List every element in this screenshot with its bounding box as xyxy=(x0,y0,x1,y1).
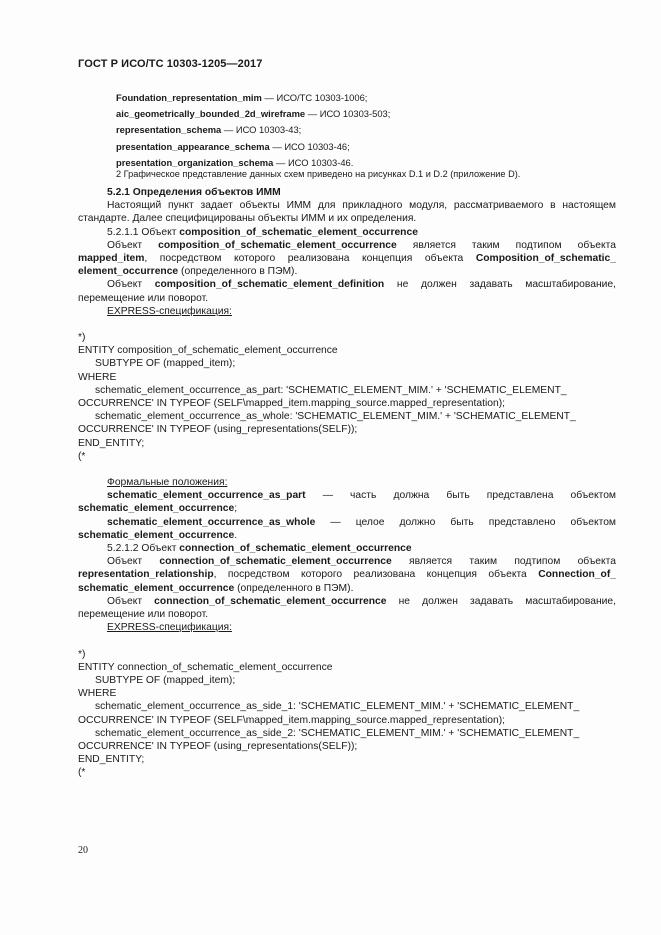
formal-proposition: schematic_element_occurrence_as_part — часть должна быть представлена объектом xyxy=(107,490,616,502)
code-line: ENTITY connection_of_schematic_element_occurrence xyxy=(78,661,333,673)
code-line: END_ENTITY; xyxy=(78,437,145,449)
definition-line: schematic_element_occurrence (определенного в ПЭМ). xyxy=(78,582,354,594)
section-heading: 5.2.1 Определения объектов ИММ xyxy=(107,187,281,198)
subsection-title-5-2-1-1: 5.2.1.1 Объект composition_of_schematic_element_occurrence xyxy=(107,226,418,238)
code-line: OCCURRENCE' IN TYPEOF (using_representations(SELF)); xyxy=(78,424,358,436)
code-line: OCCURRENCE' IN TYPEOF (SELF\mapped_item.mapping_source.mapped_representation); xyxy=(78,714,505,726)
code-line: *) xyxy=(78,648,86,660)
restriction-line: Объект composition_of_schematic_element_definition не должен задавать масштабирование, xyxy=(107,279,616,291)
code-line: SUBTYPE OF (mapped_item); xyxy=(95,674,236,686)
code-line: SUBTYPE OF (mapped_item); xyxy=(95,358,236,370)
restriction-line: перемещение или поворот. xyxy=(78,609,209,621)
express-spec-label: EXPRESS-спецификация: xyxy=(107,622,232,634)
definition-line: Объект composition_of_schematic_element_occurrence является таким подтипом объекта xyxy=(107,239,616,251)
document-header: ГОСТ Р ИСО/ТС 10303-1205—2017 xyxy=(78,58,263,70)
intro-line-2: стандарте. Далее специфицированы объекты ИММ и их определения. xyxy=(78,213,417,225)
express-code-block xyxy=(78,648,616,780)
restriction-line: перемещение или поворот. xyxy=(78,292,209,304)
schema-reference-item: Foundation_representation_mim — ИСО/ТС 10303-1006; xyxy=(116,92,368,103)
schema-reference-item: presentation_organization_schema — ИСО 10303-46. xyxy=(116,156,354,168)
code-line: OCCURRENCE' IN TYPEOF (using_representations(SELF)); xyxy=(78,740,358,752)
express-code-block xyxy=(78,331,616,463)
schema-reference-item: presentation_appearance_schema — ИСО 10303-46; xyxy=(116,140,350,152)
code-line: schematic_element_occurrence_as_whole: 'SCHEMATIC_ELEMENT_MIM.' + 'SCHEMATIC_ELEMENT_ xyxy=(95,411,576,423)
formal-proposition: schematic_element_occurrence_as_whole — целое должно быть представлено объектом xyxy=(107,516,616,528)
intro-line-1: Настоящий пункт задает объекты ИММ для прикладного модуля, рассматриваемого в настоящем xyxy=(107,200,616,212)
formal-propositions-label: Формальные положения: xyxy=(107,477,228,489)
code-line: OCCURRENCE' IN TYPEOF (SELF\mapped_item.mapping_source.mapped_representation); xyxy=(78,398,505,410)
schema-reference-list xyxy=(116,90,390,171)
code-line: schematic_element_occurrence_as_side_1: 'SCHEMATIC_ELEMENT_MIM.' + 'SCHEMATIC_ELEMENT_ xyxy=(95,701,580,713)
schema-reference-item: aic_geometrically_bounded_2d_wireframe — ИСО 10303-503; xyxy=(116,108,391,120)
code-line: ENTITY composition_of_schematic_element_occurrence xyxy=(78,345,338,357)
code-line: WHERE xyxy=(78,688,117,700)
formal-proposition: schematic_element_occurrence. xyxy=(78,529,238,541)
code-line: WHERE xyxy=(78,371,117,383)
schema-reference-item: representation_schema — ИСО 10303-43; xyxy=(116,124,302,136)
page-number: 20 xyxy=(78,845,88,856)
subsection-title-5-2-1-2: 5.2.1.2 Объект connection_of_schematic_element_occurrence xyxy=(107,543,412,555)
code-line: schematic_element_occurrence_as_part: 'SCHEMATIC_ELEMENT_MIM.' + 'SCHEMATIC_ELEMENT_ xyxy=(95,384,567,396)
definition-line: mapped_item, посредством которого реализована концепция объекта Composition_of_schematic_ xyxy=(78,253,616,265)
code-line: *) xyxy=(78,332,86,344)
code-line: schematic_element_occurrence_as_side_2: 'SCHEMATIC_ELEMENT_MIM.' + 'SCHEMATIC_ELEMENT_ xyxy=(95,727,580,739)
restriction-line: Объект connection_of_schematic_element_occurrence не должен задавать масштабирование, xyxy=(107,595,616,607)
document-body xyxy=(78,186,616,780)
express-spec-label: EXPRESS-спецификация: xyxy=(107,305,232,317)
note-2: 2 Графическое представление данных схем приведено на рисунках D.1 и D.2 (приложение D). xyxy=(116,169,521,179)
definition-line: representation_relationship, посредством которого реализована концепция объекта Connection_of_ xyxy=(78,569,616,581)
definition-line: Объект connection_of_schematic_element_occurrence является таким подтипом объекта xyxy=(107,556,616,568)
code-line: END_ENTITY; xyxy=(78,754,145,766)
definition-line: element_occurrence (определенного в ПЭМ). xyxy=(78,266,298,278)
code-line: (* xyxy=(78,450,86,462)
code-line: (* xyxy=(78,767,86,779)
formal-proposition: schematic_element_occurrence; xyxy=(78,503,238,515)
